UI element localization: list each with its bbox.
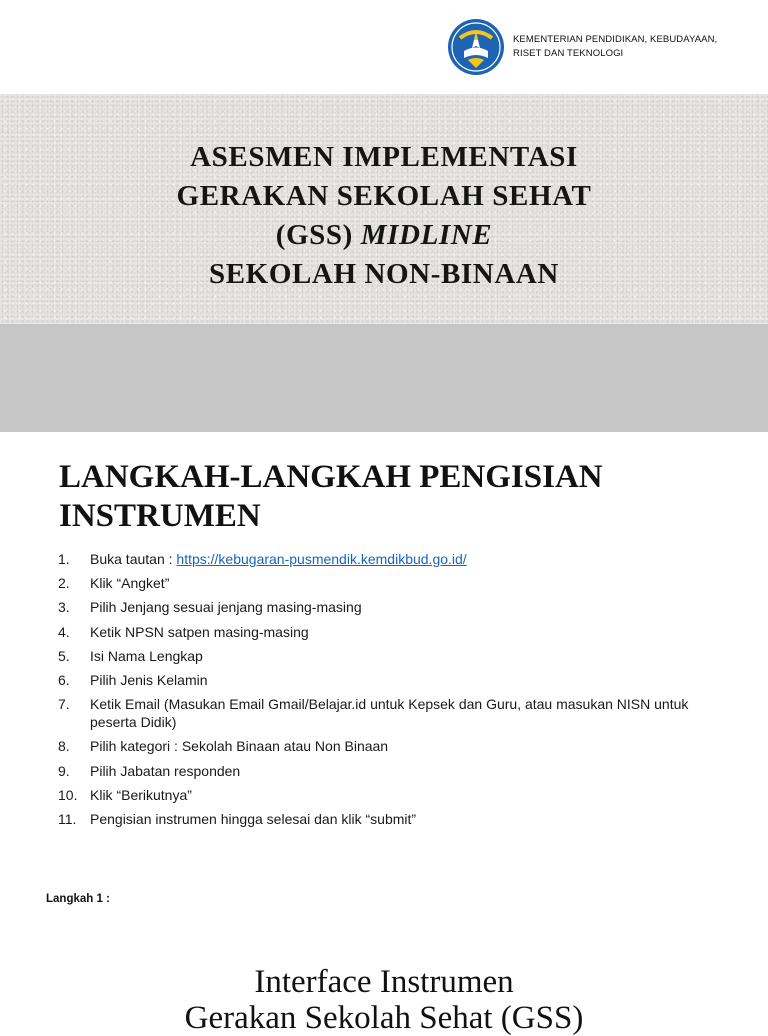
step-text: Pilih kategori : Sekolah Binaan atau Non Binaan — [90, 738, 389, 755]
step-item — [58, 737, 718, 755]
step-item — [58, 695, 718, 731]
steps-heading-line-1: LANGKAH-LANGKAH PENGISIAN — [59, 459, 603, 495]
step-item — [58, 810, 718, 828]
step-text: Ketik Email (Masukan Email Gmail/Belajar.id untuk Kepsek dan Guru, atau masukan NISN untuk peserta Didik) — [90, 696, 689, 731]
step-item — [58, 623, 718, 641]
header — [0, 0, 768, 94]
step-item — [58, 762, 718, 780]
title-line-2: GERAKAN SEKOLAH SEHAT — [176, 180, 592, 212]
step-number: 5. — [58, 647, 70, 664]
title-banner — [0, 94, 768, 324]
step-number: 8. — [58, 738, 70, 755]
steps-heading-line-2: INSTRUMEN — [59, 498, 261, 534]
steps-heading — [59, 458, 719, 536]
step-item — [58, 786, 718, 804]
ministry-name — [513, 33, 753, 61]
survey-link[interactable]: https://kebugaran-pusmendik.kemdikbud.go.id/ — [176, 551, 467, 567]
step-item — [58, 574, 718, 592]
step-text: Klik “Berikutnya” — [90, 786, 192, 803]
ministry-line-2: RISET DAN TEKNOLOGI — [513, 48, 624, 59]
title-line-1: ASESMEN IMPLEMENTASI — [190, 141, 578, 173]
step-text: Pengisian instrumen hingga selesai dan klik “submit” — [90, 810, 417, 827]
document-title — [0, 138, 768, 294]
tut-wuri-handayani-logo — [446, 18, 506, 76]
step-text: Pilih Jabatan responden — [90, 762, 241, 779]
steps-list — [58, 550, 718, 834]
interface-section-title — [0, 964, 768, 1036]
step-number: 3. — [58, 599, 70, 616]
title-line-4: SEKOLAH NON-BINAAN — [209, 258, 559, 290]
interface-title-line-2: Gerakan Sekolah Sehat (GSS) — [184, 1000, 584, 1036]
step-text: Klik “Angket” — [90, 575, 170, 592]
step-number: 7. — [58, 696, 70, 713]
grey-divider-band — [0, 324, 768, 432]
step-number: 9. — [58, 762, 70, 779]
step-number: 10. — [58, 786, 78, 803]
step-number: 2. — [58, 575, 70, 592]
interface-title-line-1: Interface Instrumen — [254, 964, 514, 1000]
step-number: 1. — [58, 551, 70, 567]
step-number: 4. — [58, 623, 70, 640]
step-text: Ketik NPSN satpen masing-masing — [90, 623, 309, 640]
step-text: Pilih Jenis Kelamin — [90, 671, 208, 688]
step-number: 11. — [58, 810, 77, 827]
title-gss: (GSS) — [275, 219, 353, 251]
step-text: Buka tautan : — [90, 551, 177, 567]
step-item — [58, 671, 718, 689]
title-line-3 — [0, 216, 768, 255]
step-1-label: Langkah 1 : — [46, 893, 110, 905]
ministry-line-1: KEMENTERIAN PENDIDIKAN, KEBUDAYAAN, — [513, 34, 718, 45]
step-item — [58, 647, 718, 665]
title-midline: MIDLINE — [360, 219, 493, 251]
step-item — [58, 550, 718, 568]
step-text: Pilih Jenjang sesuai jenjang masing-masing — [90, 599, 362, 616]
step-number: 6. — [58, 671, 70, 688]
step-item — [58, 598, 718, 616]
step-text: Isi Nama Lengkap — [90, 647, 203, 664]
